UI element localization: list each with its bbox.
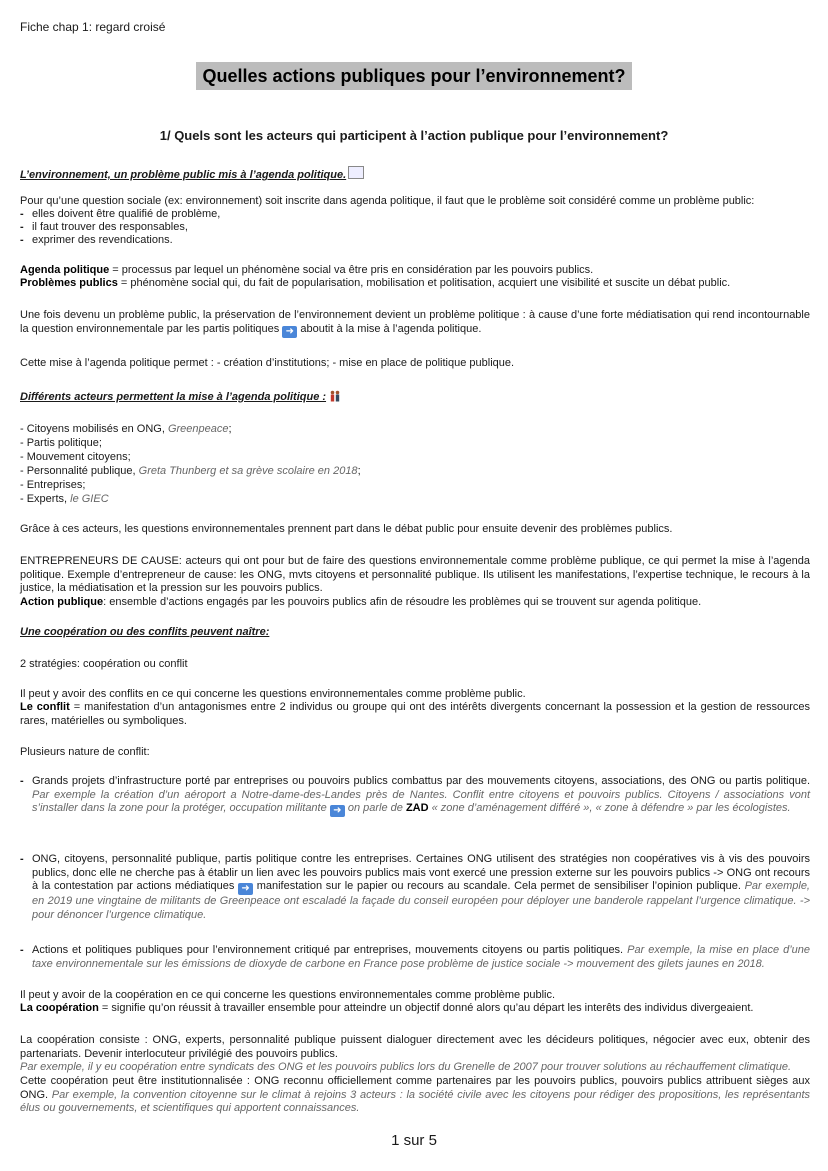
item-example: on parle de [344,802,406,814]
item-example: Par exemple la création d’un aéroport a Notre-dame-des-Landes près de Nantes. Conflit entre citoyens et pouvoirs publics. Citoyens / associations vont s’installer dans la zone pour la protéger, occupation militante [32,788,810,814]
item-text: Grands projets d’infrastructure porté par entreprises ou pouvoirs publics combattus par des mouvements citoyens, associations, des ONG ou partis politique. [32,775,810,787]
definition-conflit [20,701,810,728]
dash-icon: - [20,234,24,246]
paragraph: Il peut y avoir des conflits en ce qui concerne les questions environnementales comme problème public. [20,688,526,700]
dash-icon: - [20,208,24,220]
item-example: Par exemple, la mise en place d’une taxe environnementale sur les émissions de dioxyde de carbone en France pose problème de justice sociale -> mouvement des gilets jaunes en 2018. [32,944,811,970]
item-example: Par exemple, la convention citoyenne sur le climat à rejoins 3 acteurs : la société civile avec les citoyens pour rédiger des propositions, les représentants élus ou gouvernements, et scientifiques qui apportent connaissances. [20,1088,811,1114]
section1-intro: Pour qu’une question sociale (ex: environnement) soit inscrite dans agenda politique, il faut que le problème soit considéré comme un problème public: [20,195,755,207]
example-text: Par exemple, il y eu coopération entre syndicats des ONG et les pouvoirs publics lors du Grenelle de 2007 pour trouver solutions au réchauffement climatique. [20,1061,792,1073]
definition-problemes [20,277,810,291]
list-item: elles doivent être qualifié de problème, [32,208,221,220]
term: La coopération [20,1002,99,1014]
dash-icon: - [20,853,24,865]
paragraph-text: Une fois devenu un problème public, la préservation de l’environnement devient un problème politique : à cause d’une forte médiatisation qui rend incontournable la question environnementale par les partis politiques [20,309,810,335]
list-item: - Partis politique; [20,437,102,449]
definition-text: = manifestation d’un antagonismes entre 2 individus ou groupe qui ont des intérêts divergents concernant la possession et la gestion de ressources rares, matérielles ou symboliques. [20,701,810,727]
paragraph [20,309,810,338]
item-text: ONG, citoyens, personnalité publique, partis politique contre les entreprises. Certaines ONG utilisent des stratégies non coopératives vis à vis des pouvoirs publics, donc elle ne cherche pas à établir un lien avec les pouvoirs publics mais vont exercé une pression externe sur les pouvoirs publics -> ONG ont recours à la contestation par actions médiatiques [32,853,810,892]
list-item [20,493,810,507]
list-item: exprimer des revendications. [32,234,173,246]
item-text: - Citoyens mobilisés en ONG, [20,423,168,435]
document-title: Quelles actions publiques pour l’environnement? [196,62,631,90]
arrow-right-icon: ➜ [238,883,253,895]
definition-text: = processus par lequel un phénomène social va être pris en considération par les pouvoirs publics. [109,264,594,276]
conflict-item-3 [32,944,810,971]
people-icon [329,390,341,402]
item-tail: ; [357,465,361,477]
subtitle: 1/ Quels sont les acteurs qui participent à l’action publique pour l’environnement? [159,128,669,143]
paragraph: 2 stratégies: coopération ou conflit [20,658,188,670]
section2-heading-line [20,390,810,405]
term: Agenda politique [20,264,110,276]
paragraph-text: aboutit à la mise à l’agenda politique. [297,322,482,335]
definition-agenda [20,264,810,278]
document-header: Fiche chap 1: regard croisé [20,20,166,34]
item-example: Greenpeace [167,423,229,435]
list-item: il faut trouver des responsables, [32,221,188,233]
conflict-item-1 [32,775,810,817]
paragraph: Il peut y avoir de la coopération en ce qui concerne les questions environnementales comme problème public. [20,989,556,1001]
dash-icon: - [20,775,24,787]
section1-heading: L’environnement, un problème public mis à l’agenda politique. [20,169,347,181]
item-text: manifestation sur le papier ou recours au scandale. Cela permet de sensibiliser l’opinion publique. [253,880,745,892]
book-icon [348,166,364,179]
list-item [20,465,810,479]
definition-text: = signifie qu’on réussit à travailler ensemble pour atteindre un objectif donné alors qu’au départ les interêts des individus divergeaient. [98,1002,754,1014]
item-text: Actions et politiques publiques pour l’environnement critiqué par entreprises, mouvements citoyens ou partis politiques. [32,944,628,956]
definition-cooperation [20,1002,810,1016]
item-example: Par exemple, en 2019 une vingtaine de militants de Greenpeace ont escaladé la façade du conseil européen pour déployer une banderole rappelant l’urgence climatique. -> pour dénoncer l’urgence climatique. [32,880,810,921]
item-example: « zone d’aménagement différé », « zone à défendre » par les écologistes. [428,802,791,814]
section1-heading-line [20,166,810,183]
dash-icon: - [20,221,24,233]
paragraph: La coopération consiste : ONG, experts, personnalité publique puissent dialoguer directement avec les décideurs politiques, négocier avec eux, obtenir des partenariats. Devenir interlocuteur privilégié des pouvoirs publics. [20,1034,810,1060]
section3-heading-line [20,626,810,640]
paragraph-text: Cette coopération peut être institutionnalisée : ONG reconnu officiellement comme partenaires par les pouvoirs publics, pouvoirs publics attribuent sièges aux ONG. [20,1075,810,1101]
list-item: - Entreprises; [20,479,86,491]
section3-heading: Une coopération ou des conflits peuvent naître: [20,626,270,638]
item-example: le GIEC [70,493,109,505]
paragraph: Plusieurs nature de conflit: [20,746,150,758]
arrow-right-icon: ➜ [330,805,345,817]
section2-heading: Différents acteurs permettent la mise à l’agenda politique : [20,391,327,403]
paragraph-entrepreneurs: ENTREPRENEURS DE CAUSE: acteurs qui ont pour but de faire des questions environnementale comme problème publique, ce qui permet la mise à l’agenda politique. Exemple d’entrepreneur de cause: les ONG, mvts citoyens et personnalité publique. Ils utilisent les manifestations, l’expertise technique, le recours à la justice, la médiatisation et la pression sur les pouvoirs publics. [20,555,810,594]
title-wrapper [0,62,828,90]
item-tail: ; [228,423,232,435]
list-item: - Mouvement citoyens; [20,451,131,463]
item-text: - Personnalité publique, [20,465,139,477]
paragraph: Cette mise à l’agenda politique permet : - création d’institutions; - mise en place de politique publique. [20,357,515,369]
definition-action-publique [20,596,810,610]
term: Problèmes publics [20,277,118,289]
term: Action publique [20,596,104,608]
term: Le conflit [20,701,70,713]
conflict-item-2 [32,853,810,922]
definition-text: = phénomène social qui, du fait de popularisation, mobilisation et politisation, acquiert une visibilité et suscite un débat public. [117,277,731,289]
page-number: 1 sur 5 [391,1132,437,1149]
zad-term: ZAD [405,802,429,814]
arrow-right-icon: ➜ [282,326,297,338]
item-example: Greta Thunberg et sa grève scolaire en 2018 [138,465,358,477]
dash-icon: - [20,944,24,956]
item-text: - Experts, [20,493,71,505]
definition-text: : ensemble d’actions engagés par les pouvoirs publics afin de résoudre les problèmes qui se trouvent sur agenda politique. [103,596,702,608]
list-item [20,423,810,437]
paragraph: Grâce à ces acteurs, les questions environnementales prennent part dans le débat public pour ensuite devenir des problèmes publics. [20,523,673,535]
paragraph [20,1075,810,1116]
